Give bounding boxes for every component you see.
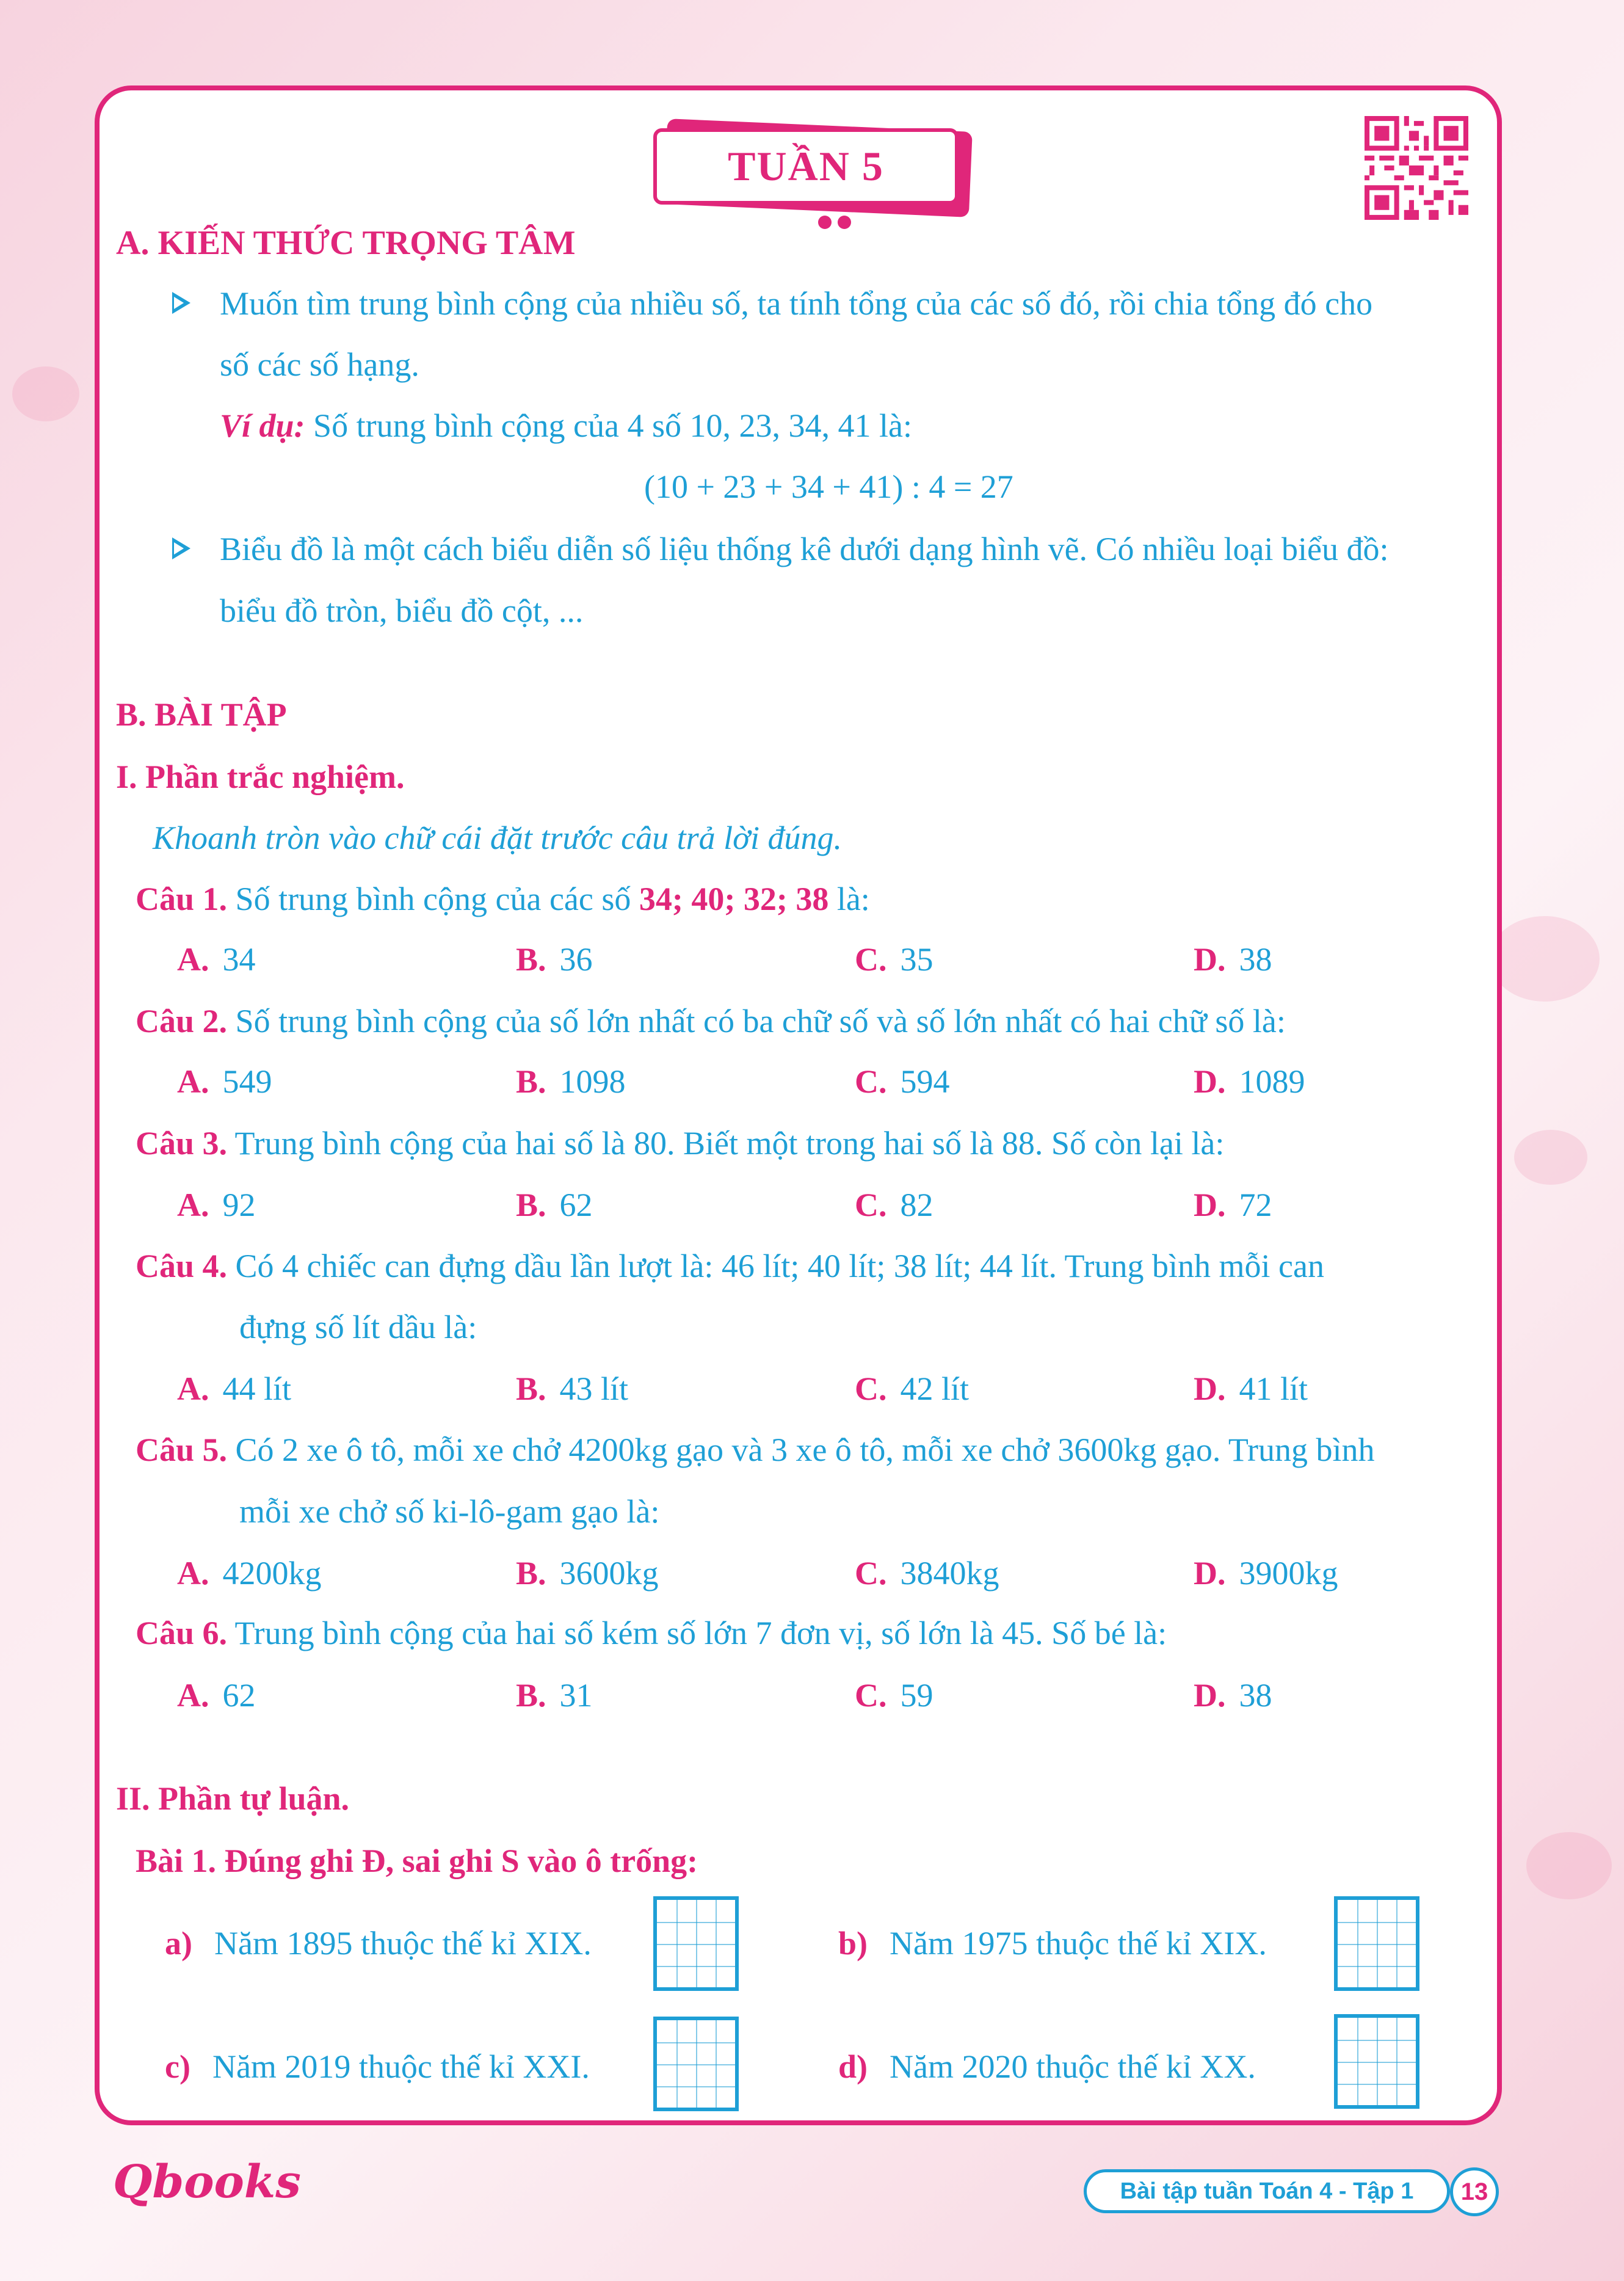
- example-formula: (10 + 23 + 34 + 41) : 4 = 27: [644, 468, 1013, 505]
- question-label: Câu 1.: [136, 881, 228, 917]
- option-d[interactable]: D. 41 lít: [1194, 1370, 1308, 1407]
- question-label: Câu 5.: [136, 1432, 228, 1468]
- bai1-item-a: a) Năm 1895 thuộc thế kỉ XIX.: [165, 1925, 592, 1962]
- option-d[interactable]: D. 72: [1194, 1187, 1272, 1223]
- question-tail: là:: [828, 881, 870, 917]
- question-6: [136, 1617, 1167, 1650]
- option-a[interactable]: A. 4200kg: [177, 1555, 322, 1592]
- question-5: [136, 1433, 1374, 1466]
- bai1-item-b: b) Năm 1975 thuộc thế kỉ XIX.: [838, 1925, 1267, 1962]
- answer-box-d[interactable]: [1334, 2014, 1419, 2109]
- question-1: [136, 882, 870, 915]
- answer-box-c[interactable]: [653, 2017, 739, 2111]
- question-label: Câu 2.: [136, 1003, 228, 1039]
- title-dots: [818, 216, 857, 232]
- option-b[interactable]: B. 36: [516, 941, 593, 978]
- example-text: Số trung bình cộng của 4 số 10, 23, 34, 41 là:: [305, 407, 912, 444]
- question-numbers: 34; 40; 32; 38: [639, 881, 829, 917]
- publisher-logo: Qbooks: [113, 2156, 301, 2208]
- question-4: [136, 1250, 1324, 1282]
- question-label: Câu 6.: [136, 1615, 228, 1651]
- question-text: Trung bình cộng của hai số là 80. Biết một trong hai số là 88. Số còn lại là:: [227, 1125, 1225, 1162]
- content-frame: [95, 85, 1502, 2125]
- option-d[interactable]: D. 1089: [1194, 1063, 1305, 1100]
- option-d[interactable]: D. 3900kg: [1194, 1555, 1338, 1592]
- option-c[interactable]: C. 42 lít: [855, 1370, 970, 1407]
- option-d[interactable]: D. 38: [1194, 941, 1272, 978]
- qr-code-icon[interactable]: [1365, 116, 1468, 220]
- bai1-heading: Bài 1. Đúng ghi Đ, sai ghi S vào ô trống:: [136, 1843, 698, 1879]
- question-label: Câu 3.: [136, 1125, 228, 1162]
- answer-box-a[interactable]: [653, 1896, 739, 1991]
- bullet2-line2: biểu đồ tròn, biểu đồ cột, ...: [220, 592, 584, 629]
- page-title: TUẦN 5: [653, 128, 959, 205]
- bai1-item-d: d) Năm 2020 thuộc thế kỉ XX.: [838, 2048, 1256, 2085]
- background-blot: [1490, 916, 1600, 1002]
- question-text: Trung bình cộng của hai số kém số lớn 7 đơn vị, số lớn là 45. Số bé là:: [227, 1615, 1167, 1651]
- part2-heading: II. Phần tự luận.: [116, 1780, 350, 1817]
- bullet1-line2: số các số hạng.: [220, 346, 419, 383]
- option-b[interactable]: B. 43 lít: [516, 1370, 629, 1407]
- option-c[interactable]: C. 594: [855, 1063, 950, 1100]
- bullet2-line1: Biểu đồ là một cách biểu diễn số liệu thống kê dưới dạng hình vẽ. Có nhiều loại biểu đồ:: [220, 531, 1389, 567]
- background-blot: [1526, 1832, 1612, 1899]
- example-line: [220, 409, 912, 442]
- section-b-heading: B. BÀI TẬP: [116, 696, 287, 733]
- instruction: Khoanh tròn vào chữ cái đặt trước câu trả lời đúng.: [153, 820, 842, 856]
- question-label: Câu 4.: [136, 1248, 228, 1284]
- answer-box-b[interactable]: [1334, 1896, 1419, 1991]
- bullet-arrow-icon: [172, 537, 190, 559]
- page-number: 13: [1450, 2167, 1499, 2216]
- option-a[interactable]: A. 62: [177, 1677, 256, 1714]
- bullet1-line1: Muốn tìm trung bình cộng của nhiều số, ta tính tổng của các số đó, rồi chia tổng đó cho: [220, 285, 1373, 322]
- option-a[interactable]: A. 92: [177, 1187, 256, 1223]
- option-b[interactable]: B. 31: [516, 1677, 593, 1714]
- option-c[interactable]: C. 82: [855, 1187, 933, 1223]
- option-d[interactable]: D. 38: [1194, 1677, 1272, 1714]
- part1-heading: I. Phần trắc nghiệm.: [116, 759, 405, 795]
- option-a[interactable]: A. 549: [177, 1063, 272, 1100]
- footer-book-title: Bài tập tuần Toán 4 - Tập 1: [1084, 2169, 1450, 2213]
- title-badge: [647, 119, 977, 223]
- question-text: Có 2 xe ô tô, mỗi xe chở 4200kg gạo và 3 xe ô tô, mỗi xe chở 3600kg gạo. Trung bình: [227, 1432, 1375, 1468]
- option-c[interactable]: C. 59: [855, 1677, 933, 1714]
- bai1-item-c: c) Năm 2019 thuộc thế kỉ XXI.: [165, 2048, 590, 2085]
- example-label: Ví dụ:: [220, 407, 305, 444]
- question-2: [136, 1005, 1286, 1038]
- question-text: Số trung bình cộng của số lớn nhất có ba chữ số và số lớn nhất có hai chữ số là:: [227, 1003, 1286, 1039]
- option-a[interactable]: A. 44 lít: [177, 1370, 292, 1407]
- background-blot: [1514, 1130, 1587, 1185]
- option-b[interactable]: B. 3600kg: [516, 1555, 659, 1592]
- background-blot: [12, 366, 79, 421]
- question-4-line2: đựng số lít dầu là:: [239, 1309, 477, 1345]
- question-text: Số trung bình cộng của các số: [227, 881, 639, 917]
- question-3: [136, 1127, 1224, 1160]
- option-a[interactable]: A. 34: [177, 941, 256, 978]
- option-b[interactable]: B. 1098: [516, 1063, 626, 1100]
- bullet-arrow-icon: [172, 292, 190, 314]
- option-c[interactable]: C. 3840kg: [855, 1555, 999, 1592]
- option-b[interactable]: B. 62: [516, 1187, 593, 1223]
- option-c[interactable]: C. 35: [855, 941, 933, 978]
- question-5-line2: mỗi xe chở số ki-lô-gam gạo là:: [239, 1493, 660, 1530]
- section-a-heading: A. KIẾN THỨC TRỌNG TÂM: [116, 224, 576, 262]
- question-text: Có 4 chiếc can đựng dầu lần lượt là: 46 lít; 40 lít; 38 lít; 44 lít. Trung bình mỗi can: [227, 1248, 1324, 1284]
